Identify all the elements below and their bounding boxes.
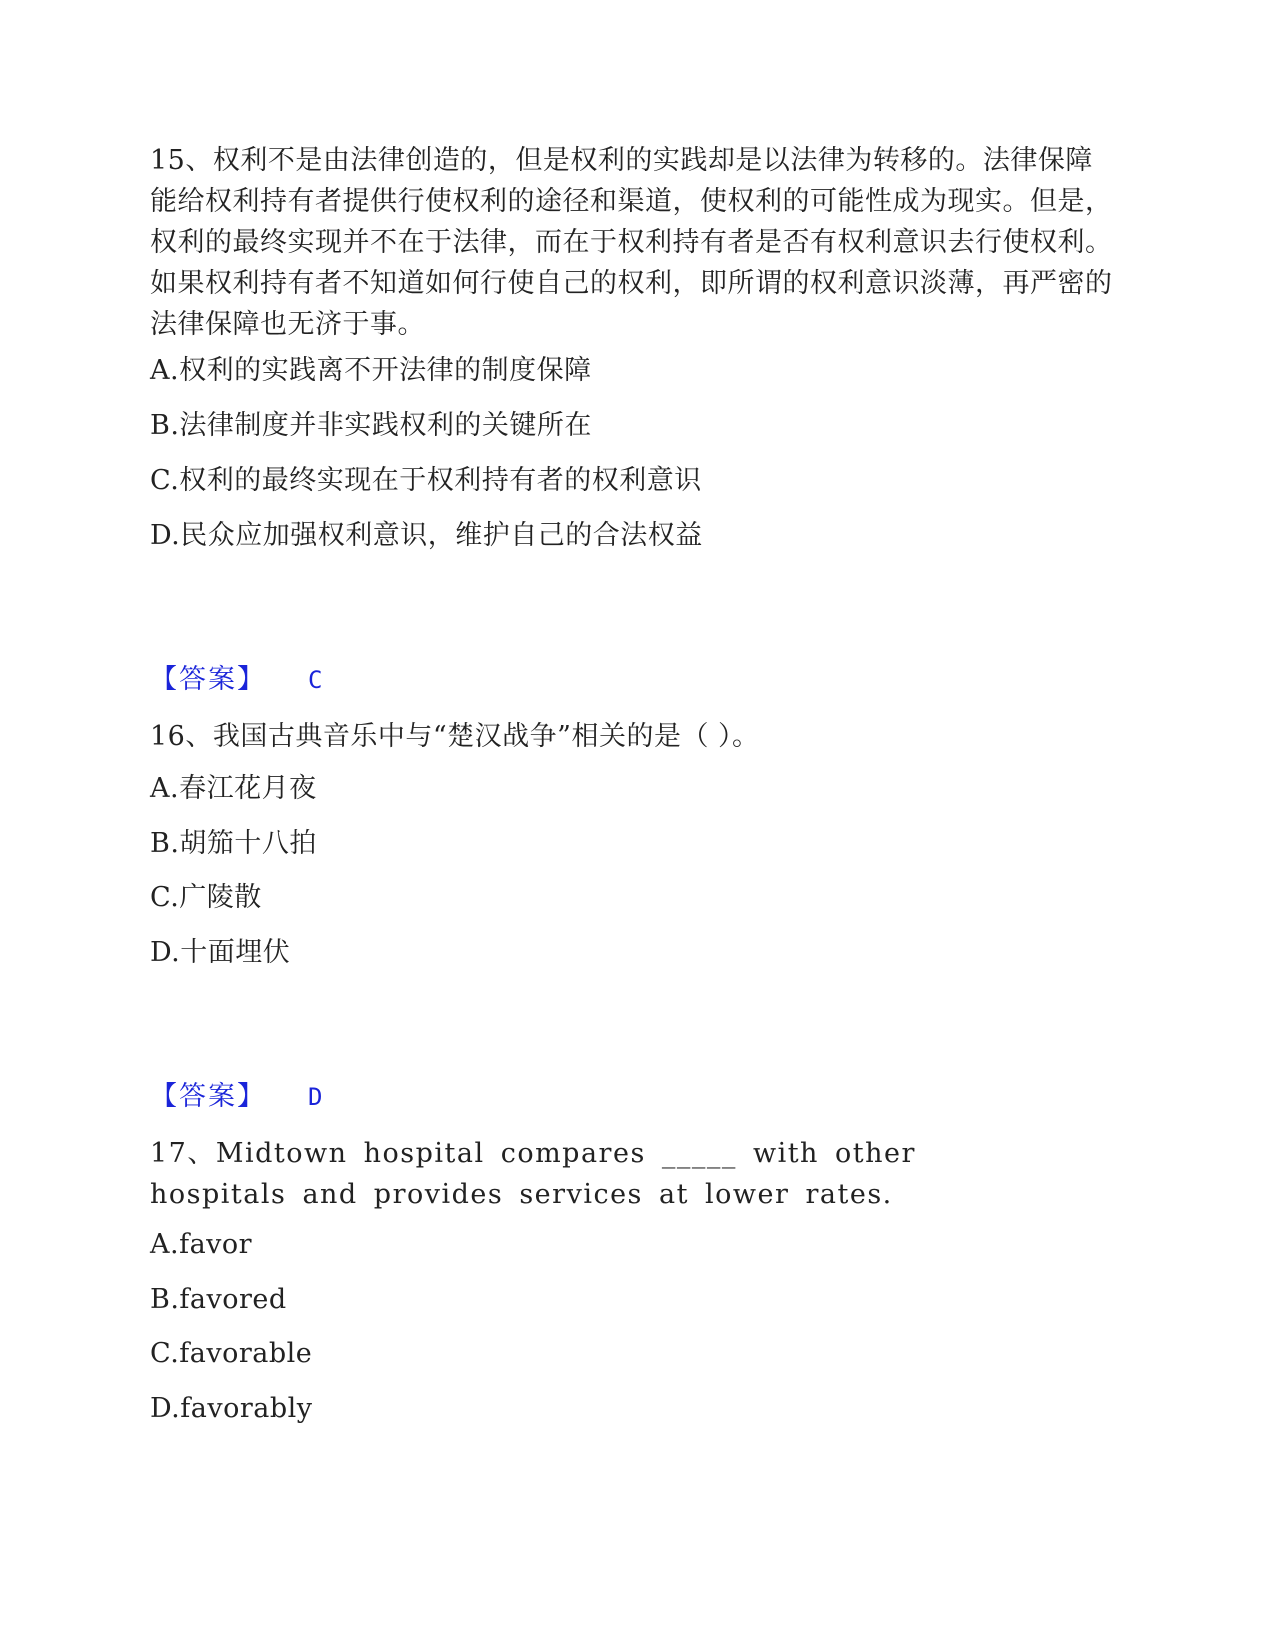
question-17-option-a: A.favor — [150, 1229, 253, 1260]
question-16-stem: 16、我国古典音乐中与“楚汉战争”相关的是（ ）。 — [150, 721, 760, 752]
question-15-option-b: B.法律制度并非实践权利的关键所在 — [150, 410, 592, 441]
question-15-answer — [150, 662, 322, 698]
question-16-option-c: C.广陵散 — [150, 882, 262, 913]
question-17-stem: 17、Midtown hospital compares _____ with other hospitals and provides services at lower rates. — [150, 1138, 916, 1210]
question-17-option-d: D.favorably — [150, 1393, 313, 1424]
question-17-option-b: B.favored — [150, 1284, 287, 1315]
question-16-option-d: D.十面埋伏 — [150, 937, 291, 968]
question-15-option-a: A.权利的实践离不开法律的制度保障 — [150, 355, 592, 386]
answer-value: C — [308, 666, 323, 694]
question-15-stem: 15、权利不是由法律创造的，但是权利的实践却是以法律为转移的。法律保障能给权利持有者提供行使权利的途径和渠道，使权利的可能性成为现实。但是，权利的最终实现并不在于法律，而在于权利持有者是否有权利意识去行使权利。如果权利持有者不知道如何行使自己的权利，即所谓的权利意识淡薄，再严密的法律保障也无济于事。 — [150, 145, 1113, 340]
question-16-answer — [150, 1079, 322, 1115]
question-17 — [150, 1133, 1030, 1215]
question-16-option-b: B.胡笳十八拍 — [150, 828, 317, 859]
answer-value: D — [308, 1083, 323, 1111]
question-17-option-c: C.favorable — [150, 1338, 313, 1369]
question-15-option-d: D.民众应加强权利意识，维护自己的合法权益 — [150, 520, 703, 551]
question-16 — [150, 716, 1120, 757]
answer-label: 【答案】 — [150, 1081, 266, 1112]
question-15 — [150, 140, 1120, 345]
question-15-option-c: C.权利的最终实现在于权利持有者的权利意识 — [150, 465, 702, 496]
answer-label: 【答案】 — [150, 664, 266, 695]
question-16-option-a: A.春江花月夜 — [150, 773, 317, 804]
